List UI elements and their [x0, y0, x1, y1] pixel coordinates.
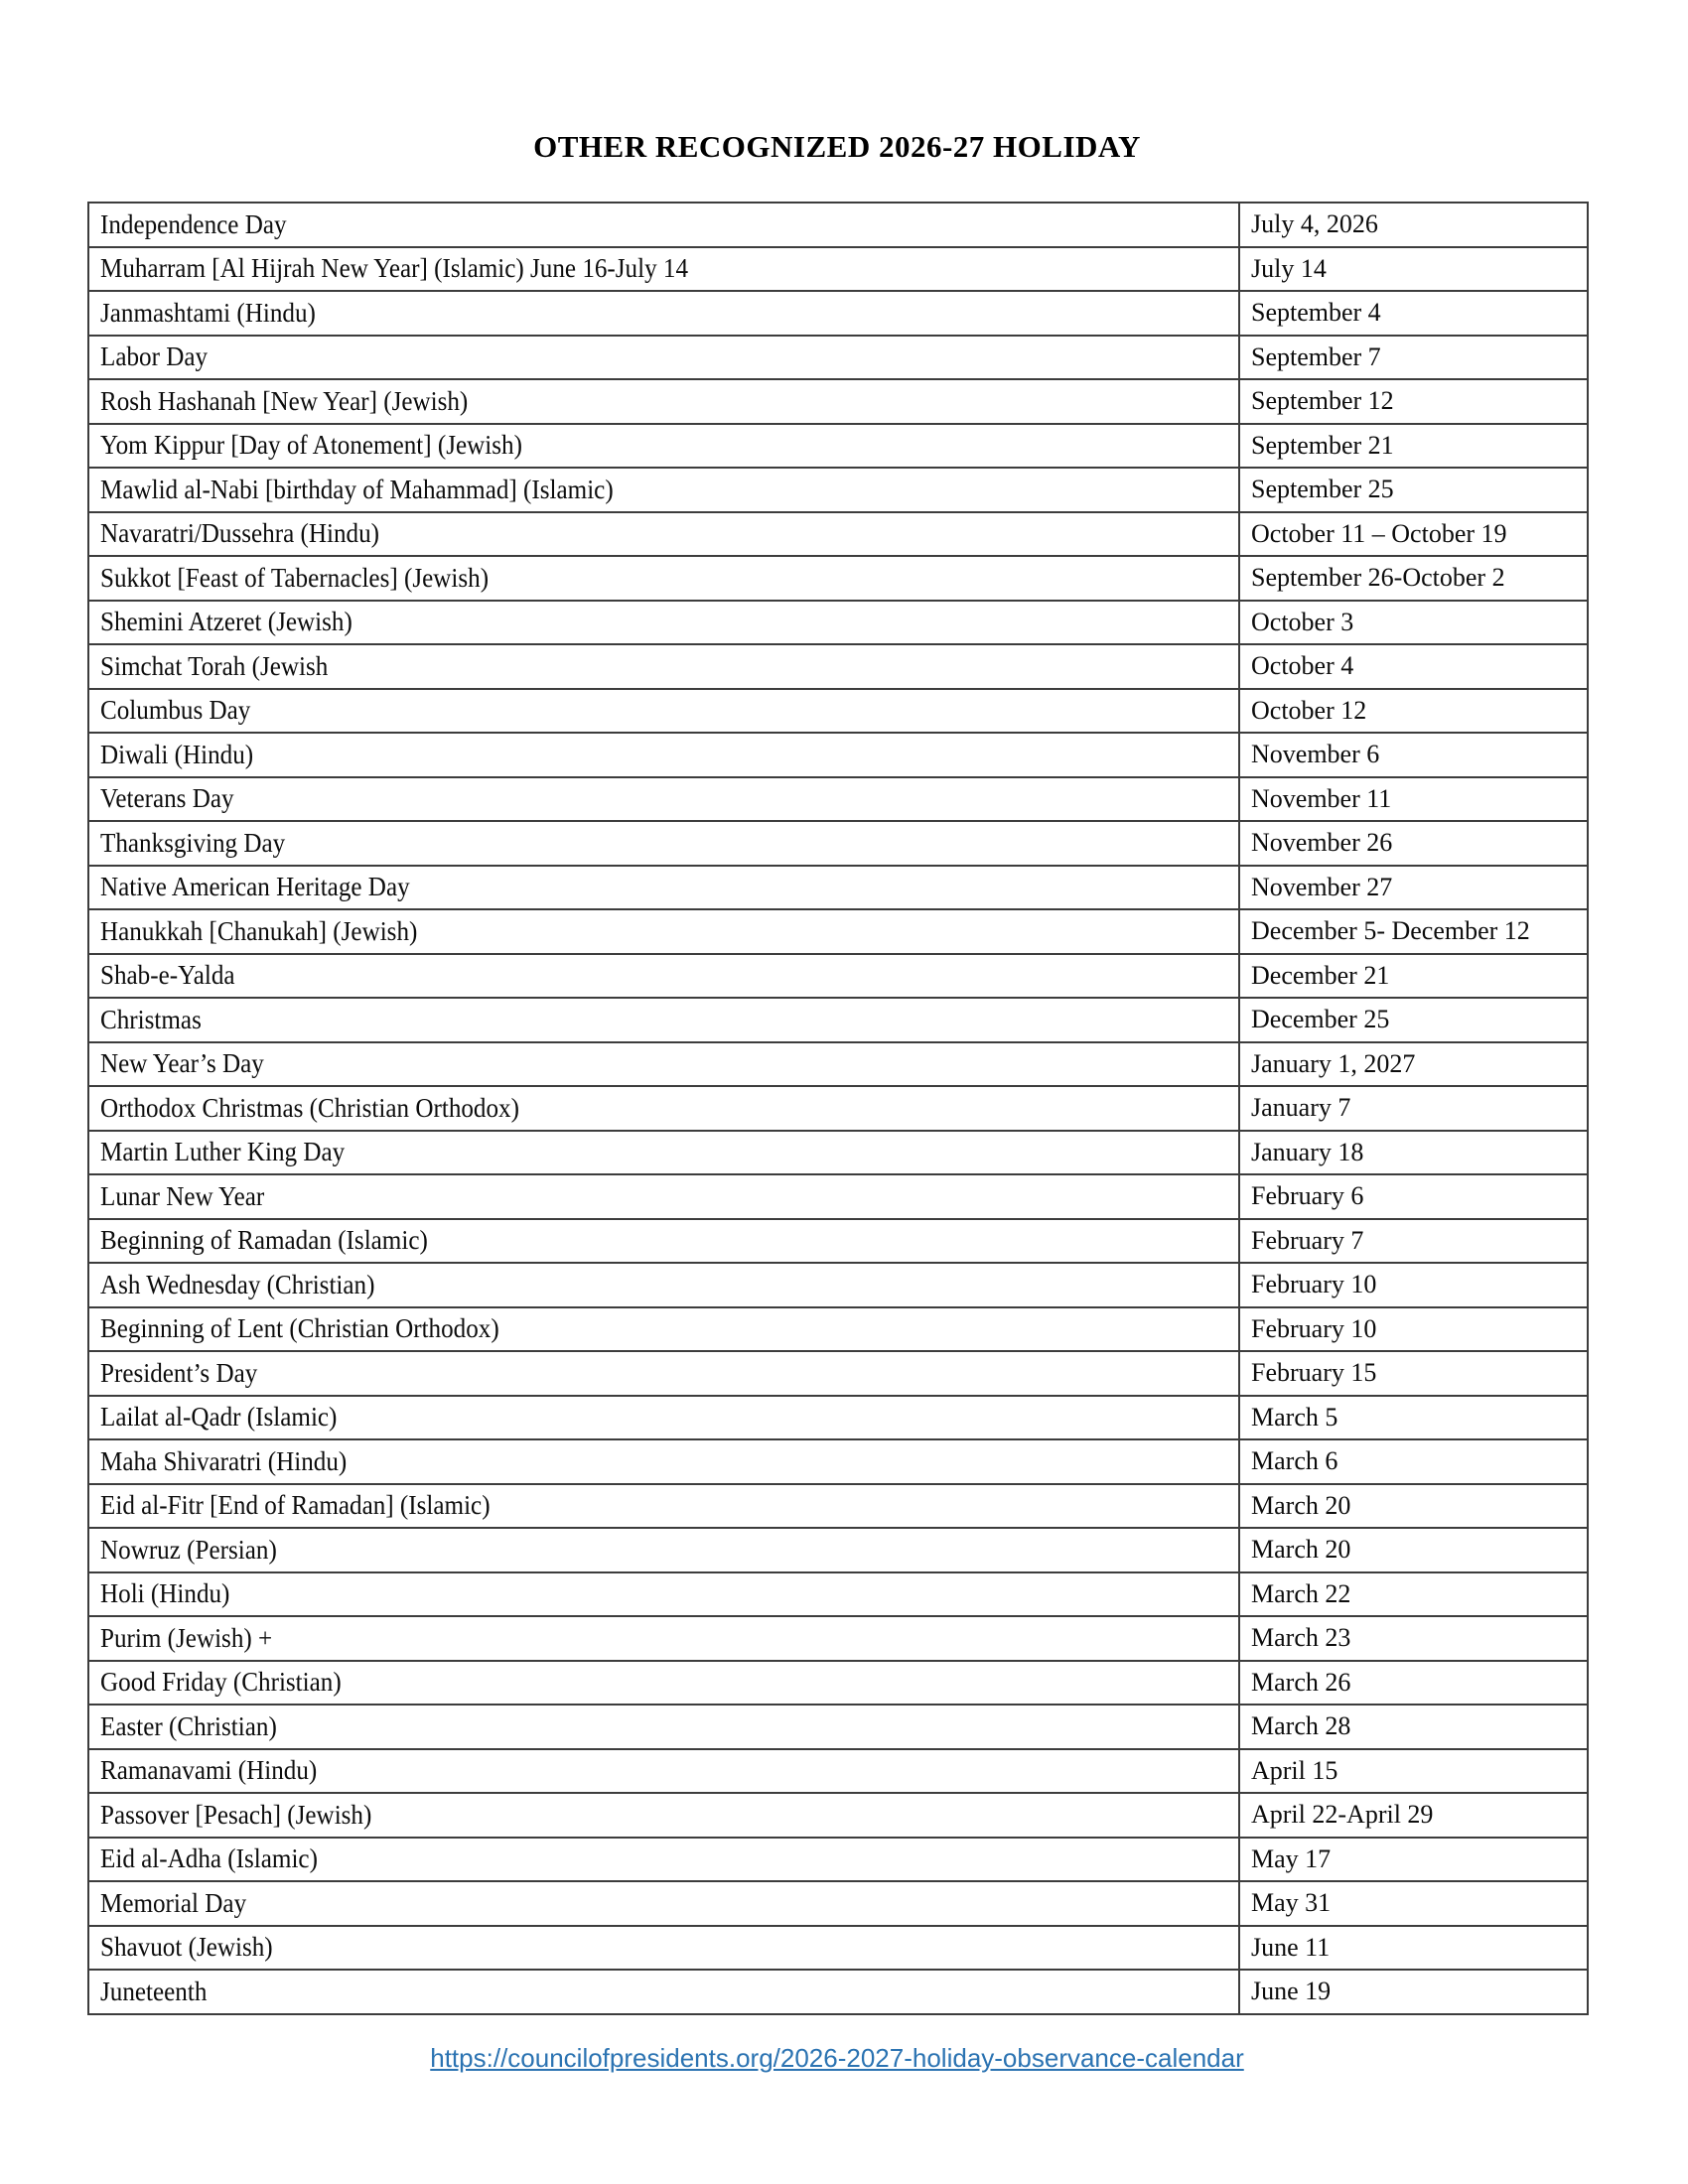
- holiday-date-text: February 6: [1251, 1181, 1364, 1211]
- holiday-date-text: March 28: [1251, 1711, 1351, 1741]
- holiday-name-cell: [88, 689, 1239, 734]
- document-content: [87, 0, 1587, 2074]
- holiday-date-cell: [1239, 866, 1588, 910]
- holiday-date-text: March 5: [1251, 1402, 1338, 1432]
- table-row: [88, 1705, 1588, 1749]
- holiday-date-text: March 23: [1251, 1623, 1351, 1653]
- holiday-date-cell: [1239, 909, 1588, 954]
- holiday-date-cell: [1239, 1749, 1588, 1794]
- holiday-date-text: September 21: [1251, 430, 1394, 460]
- holiday-name-cell: [88, 1838, 1239, 1882]
- holiday-date-cell: [1239, 821, 1588, 866]
- holiday-date-text: March 6: [1251, 1446, 1338, 1476]
- holiday-name-cell: [88, 379, 1239, 424]
- holiday-name-cell: [88, 998, 1239, 1042]
- table-row: [88, 336, 1588, 380]
- table-row: [88, 1970, 1588, 2014]
- holiday-date-cell: [1239, 733, 1588, 777]
- holiday-name-text: Diwali (Hindu): [100, 739, 254, 769]
- table-row: [88, 1838, 1588, 1882]
- holiday-name-text: President’s Day: [100, 1357, 258, 1388]
- holiday-date-cell: [1239, 644, 1588, 689]
- holiday-date-cell: [1239, 689, 1588, 734]
- holiday-date-text: November 11: [1251, 783, 1392, 813]
- table-row: [88, 866, 1588, 910]
- holiday-name-cell: [88, 1705, 1239, 1749]
- holiday-name-text: Rosh Hashanah [New Year] (Jewish): [100, 385, 469, 416]
- table-row: [88, 1439, 1588, 1484]
- holiday-date-cell: [1239, 1572, 1588, 1617]
- holiday-name-cell: [88, 291, 1239, 336]
- holiday-date-cell: [1239, 1439, 1588, 1484]
- holiday-date-text: October 12: [1251, 695, 1367, 725]
- table-row: [88, 1219, 1588, 1264]
- holiday-name-cell: [88, 1219, 1239, 1264]
- holiday-date-text: June 11: [1251, 1932, 1331, 1962]
- holiday-name-cell: [88, 468, 1239, 512]
- table-row: [88, 1484, 1588, 1529]
- holiday-date-cell: [1239, 1219, 1588, 1264]
- holiday-date-text: November 6: [1251, 740, 1380, 769]
- holiday-name-text: Memorial Day: [100, 1887, 247, 1918]
- holiday-name-text: Juneteenth: [100, 1976, 208, 2006]
- table-row: [88, 468, 1588, 512]
- holiday-date-cell: [1239, 468, 1588, 512]
- holiday-name-cell: [88, 1351, 1239, 1396]
- holiday-date-text: February 10: [1251, 1270, 1377, 1299]
- table-row: [88, 1307, 1588, 1352]
- holiday-name-text: Purim (Jewish) +: [100, 1622, 273, 1653]
- holiday-date-text: January 7: [1251, 1093, 1351, 1123]
- holiday-name-text: Orthodox Christmas (Christian Orthodox): [100, 1092, 519, 1123]
- table-row: [88, 777, 1588, 822]
- holiday-name-cell: [88, 821, 1239, 866]
- holiday-date-cell: [1239, 954, 1588, 999]
- holiday-name-text: Lailat al-Qadr (Islamic): [100, 1402, 338, 1433]
- holiday-name-cell: [88, 1793, 1239, 1838]
- holiday-date-text: October 3: [1251, 607, 1354, 636]
- holiday-name-cell: [88, 512, 1239, 557]
- table-row: [88, 1174, 1588, 1219]
- holiday-name-cell: [88, 601, 1239, 645]
- holiday-name-text: Simchat Torah (Jewish: [100, 650, 329, 681]
- holiday-name-text: Shab-e-Yalda: [100, 960, 235, 991]
- holiday-date-text: December 5- December 12: [1251, 916, 1530, 946]
- table-row: [88, 954, 1588, 999]
- table-row: [88, 424, 1588, 469]
- table-row: [88, 1793, 1588, 1838]
- holiday-date-cell: [1239, 601, 1588, 645]
- holiday-date-text: March 26: [1251, 1667, 1351, 1697]
- holiday-date-cell: [1239, 1351, 1588, 1396]
- holiday-name-text: Sukkot [Feast of Tabernacles] (Jewish): [100, 562, 490, 593]
- holiday-name-text: Beginning of Lent (Christian Orthodox): [100, 1313, 499, 1344]
- table-row: [88, 1131, 1588, 1175]
- holiday-date-text: April 15: [1251, 1755, 1338, 1785]
- holiday-name-cell: [88, 556, 1239, 601]
- page-title: OTHER RECOGNIZED 2026-27 HOLIDAY: [533, 129, 1141, 164]
- holiday-name-cell: [88, 1484, 1239, 1529]
- holiday-date-cell: [1239, 1616, 1588, 1661]
- holiday-date-text: February 7: [1251, 1225, 1364, 1255]
- holiday-name-text: Labor Day: [100, 341, 209, 372]
- holiday-name-cell: [88, 1263, 1239, 1307]
- holiday-date-cell: [1239, 1838, 1588, 1882]
- holiday-date-cell: [1239, 379, 1588, 424]
- table-row: [88, 1881, 1588, 1926]
- holiday-name-cell: [88, 1439, 1239, 1484]
- holiday-name-cell: [88, 733, 1239, 777]
- table-row: [88, 1042, 1588, 1087]
- holiday-date-cell: [1239, 1396, 1588, 1440]
- holiday-date-text: March 20: [1251, 1535, 1351, 1565]
- holiday-name-text: Eid al-Fitr [End of Ramadan] (Islamic): [100, 1490, 491, 1521]
- holiday-date-text: October 4: [1251, 651, 1354, 681]
- holiday-name-text: Hanukkah [Chanukah] (Jewish): [100, 915, 418, 946]
- holiday-name-cell: [88, 644, 1239, 689]
- holiday-name-text: Independence Day: [100, 208, 287, 239]
- holiday-name-cell: [88, 1131, 1239, 1175]
- holiday-date-text: December 21: [1251, 960, 1390, 990]
- holiday-date-cell: [1239, 512, 1588, 557]
- holiday-date-cell: [1239, 1174, 1588, 1219]
- holiday-name-text: Holi (Hindu): [100, 1578, 230, 1609]
- holiday-name-text: Thanksgiving Day: [100, 827, 286, 858]
- holiday-name-cell: [88, 1970, 1239, 2014]
- holiday-name-cell: [88, 909, 1239, 954]
- holiday-date-cell: [1239, 1131, 1588, 1175]
- holiday-name-cell: [88, 1881, 1239, 1926]
- holiday-date-cell: [1239, 1528, 1588, 1572]
- holiday-name-cell: [88, 1749, 1239, 1794]
- holiday-date-cell: [1239, 1086, 1588, 1131]
- holiday-date-text: May 31: [1251, 1888, 1332, 1918]
- holiday-name-cell: [88, 954, 1239, 999]
- holiday-name-cell: [88, 1174, 1239, 1219]
- holiday-date-text: July 14: [1251, 253, 1327, 283]
- holiday-date-cell: [1239, 556, 1588, 601]
- holiday-name-cell: [88, 1528, 1239, 1572]
- holiday-name-cell: [88, 1042, 1239, 1087]
- holiday-date-cell: [1239, 291, 1588, 336]
- holiday-date-cell: [1239, 1793, 1588, 1838]
- holiday-name-cell: [88, 424, 1239, 469]
- table-row: [88, 1926, 1588, 1971]
- holiday-date-cell: [1239, 203, 1588, 247]
- table-row: [88, 247, 1588, 292]
- holiday-name-text: Easter (Christian): [100, 1710, 277, 1741]
- holiday-name-text: Shemini Atzeret (Jewish): [100, 607, 352, 637]
- holiday-name-cell: [88, 1396, 1239, 1440]
- holiday-name-text: Ramanavami (Hindu): [100, 1755, 318, 1786]
- holiday-name-cell: [88, 777, 1239, 822]
- table-row: [88, 1616, 1588, 1661]
- holiday-table: [87, 202, 1589, 2015]
- holiday-date-cell: [1239, 1263, 1588, 1307]
- source-link[interactable]: https://councilofpresidents.org/2026-2027-holiday-observance-calendar: [430, 2042, 1244, 2073]
- holiday-name-text: Christmas: [100, 1004, 202, 1034]
- holiday-date-cell: [1239, 1042, 1588, 1087]
- holiday-name-text: Lunar New Year: [100, 1180, 265, 1211]
- table-row: [88, 379, 1588, 424]
- holiday-date-text: October 11 – October 19: [1251, 518, 1507, 548]
- holiday-name-text: Muharram [Al Hijrah New Year] (Islamic) June 16-July 14: [100, 253, 689, 284]
- holiday-date-cell: [1239, 998, 1588, 1042]
- table-row: [88, 689, 1588, 734]
- table-row: [88, 291, 1588, 336]
- holiday-date-cell: [1239, 1926, 1588, 1971]
- holiday-date-text: May 17: [1251, 1843, 1332, 1873]
- holiday-date-text: September 7: [1251, 341, 1381, 371]
- holiday-name-text: Native American Heritage Day: [100, 872, 410, 902]
- holiday-name-text: Passover [Pesach] (Jewish): [100, 1799, 372, 1830]
- holiday-name-text: New Year’s Day: [100, 1048, 264, 1079]
- table-row: [88, 1749, 1588, 1794]
- holiday-name-text: Veterans Day: [100, 783, 234, 814]
- holiday-date-text: January 1, 2027: [1251, 1048, 1416, 1078]
- holiday-date-cell: [1239, 424, 1588, 469]
- table-row: [88, 512, 1588, 557]
- holiday-name-text: Shavuot (Jewish): [100, 1932, 273, 1963]
- holiday-name-cell: [88, 1616, 1239, 1661]
- holiday-date-cell: [1239, 1661, 1588, 1706]
- holiday-name-text: Beginning of Ramadan (Islamic): [100, 1225, 428, 1256]
- table-row: [88, 601, 1588, 645]
- table-row: [88, 644, 1588, 689]
- holiday-name-cell: [88, 1086, 1239, 1131]
- holiday-date-text: September 4: [1251, 298, 1381, 328]
- holiday-date-text: December 25: [1251, 1005, 1390, 1034]
- holiday-name-cell: [88, 203, 1239, 247]
- table-row: [88, 998, 1588, 1042]
- holiday-name-text: Navaratri/Dussehra (Hindu): [100, 518, 380, 549]
- holiday-name-text: Good Friday (Christian): [100, 1667, 342, 1698]
- holiday-date-cell: [1239, 777, 1588, 822]
- holiday-table-body: [88, 203, 1588, 2014]
- holiday-date-cell: [1239, 336, 1588, 380]
- holiday-date-text: November 26: [1251, 828, 1393, 858]
- holiday-date-text: July 4, 2026: [1251, 209, 1378, 239]
- holiday-date-text: November 27: [1251, 872, 1393, 901]
- table-row: [88, 821, 1588, 866]
- holiday-date-cell: [1239, 1705, 1588, 1749]
- holiday-name-cell: [88, 336, 1239, 380]
- holiday-date-cell: [1239, 1881, 1588, 1926]
- holiday-date-text: June 19: [1251, 1977, 1332, 2006]
- table-row: [88, 1396, 1588, 1440]
- holiday-name-cell: [88, 1572, 1239, 1617]
- table-row: [88, 1528, 1588, 1572]
- holiday-name-text: Yom Kippur [Day of Atonement] (Jewish): [100, 430, 522, 461]
- holiday-name-cell: [88, 247, 1239, 292]
- table-row: [88, 203, 1588, 247]
- holiday-name-text: Nowruz (Persian): [100, 1534, 277, 1565]
- holiday-name-text: Maha Shivaratri (Hindu): [100, 1445, 348, 1476]
- holiday-date-cell: [1239, 1484, 1588, 1529]
- holiday-name-text: Janmashtami (Hindu): [100, 297, 316, 328]
- table-row: [88, 1661, 1588, 1706]
- holiday-date-cell: [1239, 247, 1588, 292]
- table-row: [88, 1086, 1588, 1131]
- table-row: [88, 1351, 1588, 1396]
- holiday-name-cell: [88, 866, 1239, 910]
- table-row: [88, 556, 1588, 601]
- holiday-date-text: February 15: [1251, 1358, 1377, 1388]
- footer: [87, 2043, 1587, 2074]
- table-row: [88, 733, 1588, 777]
- holiday-name-text: Eid al-Adha (Islamic): [100, 1843, 318, 1874]
- holiday-date-text: September 26-October 2: [1251, 563, 1505, 593]
- holiday-date-text: January 18: [1251, 1137, 1364, 1166]
- holiday-date-text: April 22-April 29: [1251, 1800, 1434, 1830]
- holiday-name-text: Ash Wednesday (Christian): [100, 1269, 375, 1299]
- holiday-date-text: February 10: [1251, 1313, 1377, 1343]
- holiday-date-text: September 12: [1251, 386, 1394, 416]
- table-row: [88, 909, 1588, 954]
- holiday-date-cell: [1239, 1307, 1588, 1352]
- holiday-date-text: March 20: [1251, 1490, 1351, 1520]
- holiday-name-text: Martin Luther King Day: [100, 1137, 346, 1167]
- holiday-name-cell: [88, 1661, 1239, 1706]
- table-row: [88, 1572, 1588, 1617]
- holiday-name-cell: [88, 1307, 1239, 1352]
- holiday-name-text: Mawlid al-Nabi [birthday of Mahammad] (Islamic): [100, 474, 614, 504]
- holiday-date-text: September 25: [1251, 475, 1394, 504]
- holiday-name-text: Columbus Day: [100, 695, 251, 726]
- holiday-name-cell: [88, 1926, 1239, 1971]
- table-row: [88, 1263, 1588, 1307]
- holiday-date-cell: [1239, 1970, 1588, 2014]
- holiday-date-text: March 22: [1251, 1578, 1351, 1608]
